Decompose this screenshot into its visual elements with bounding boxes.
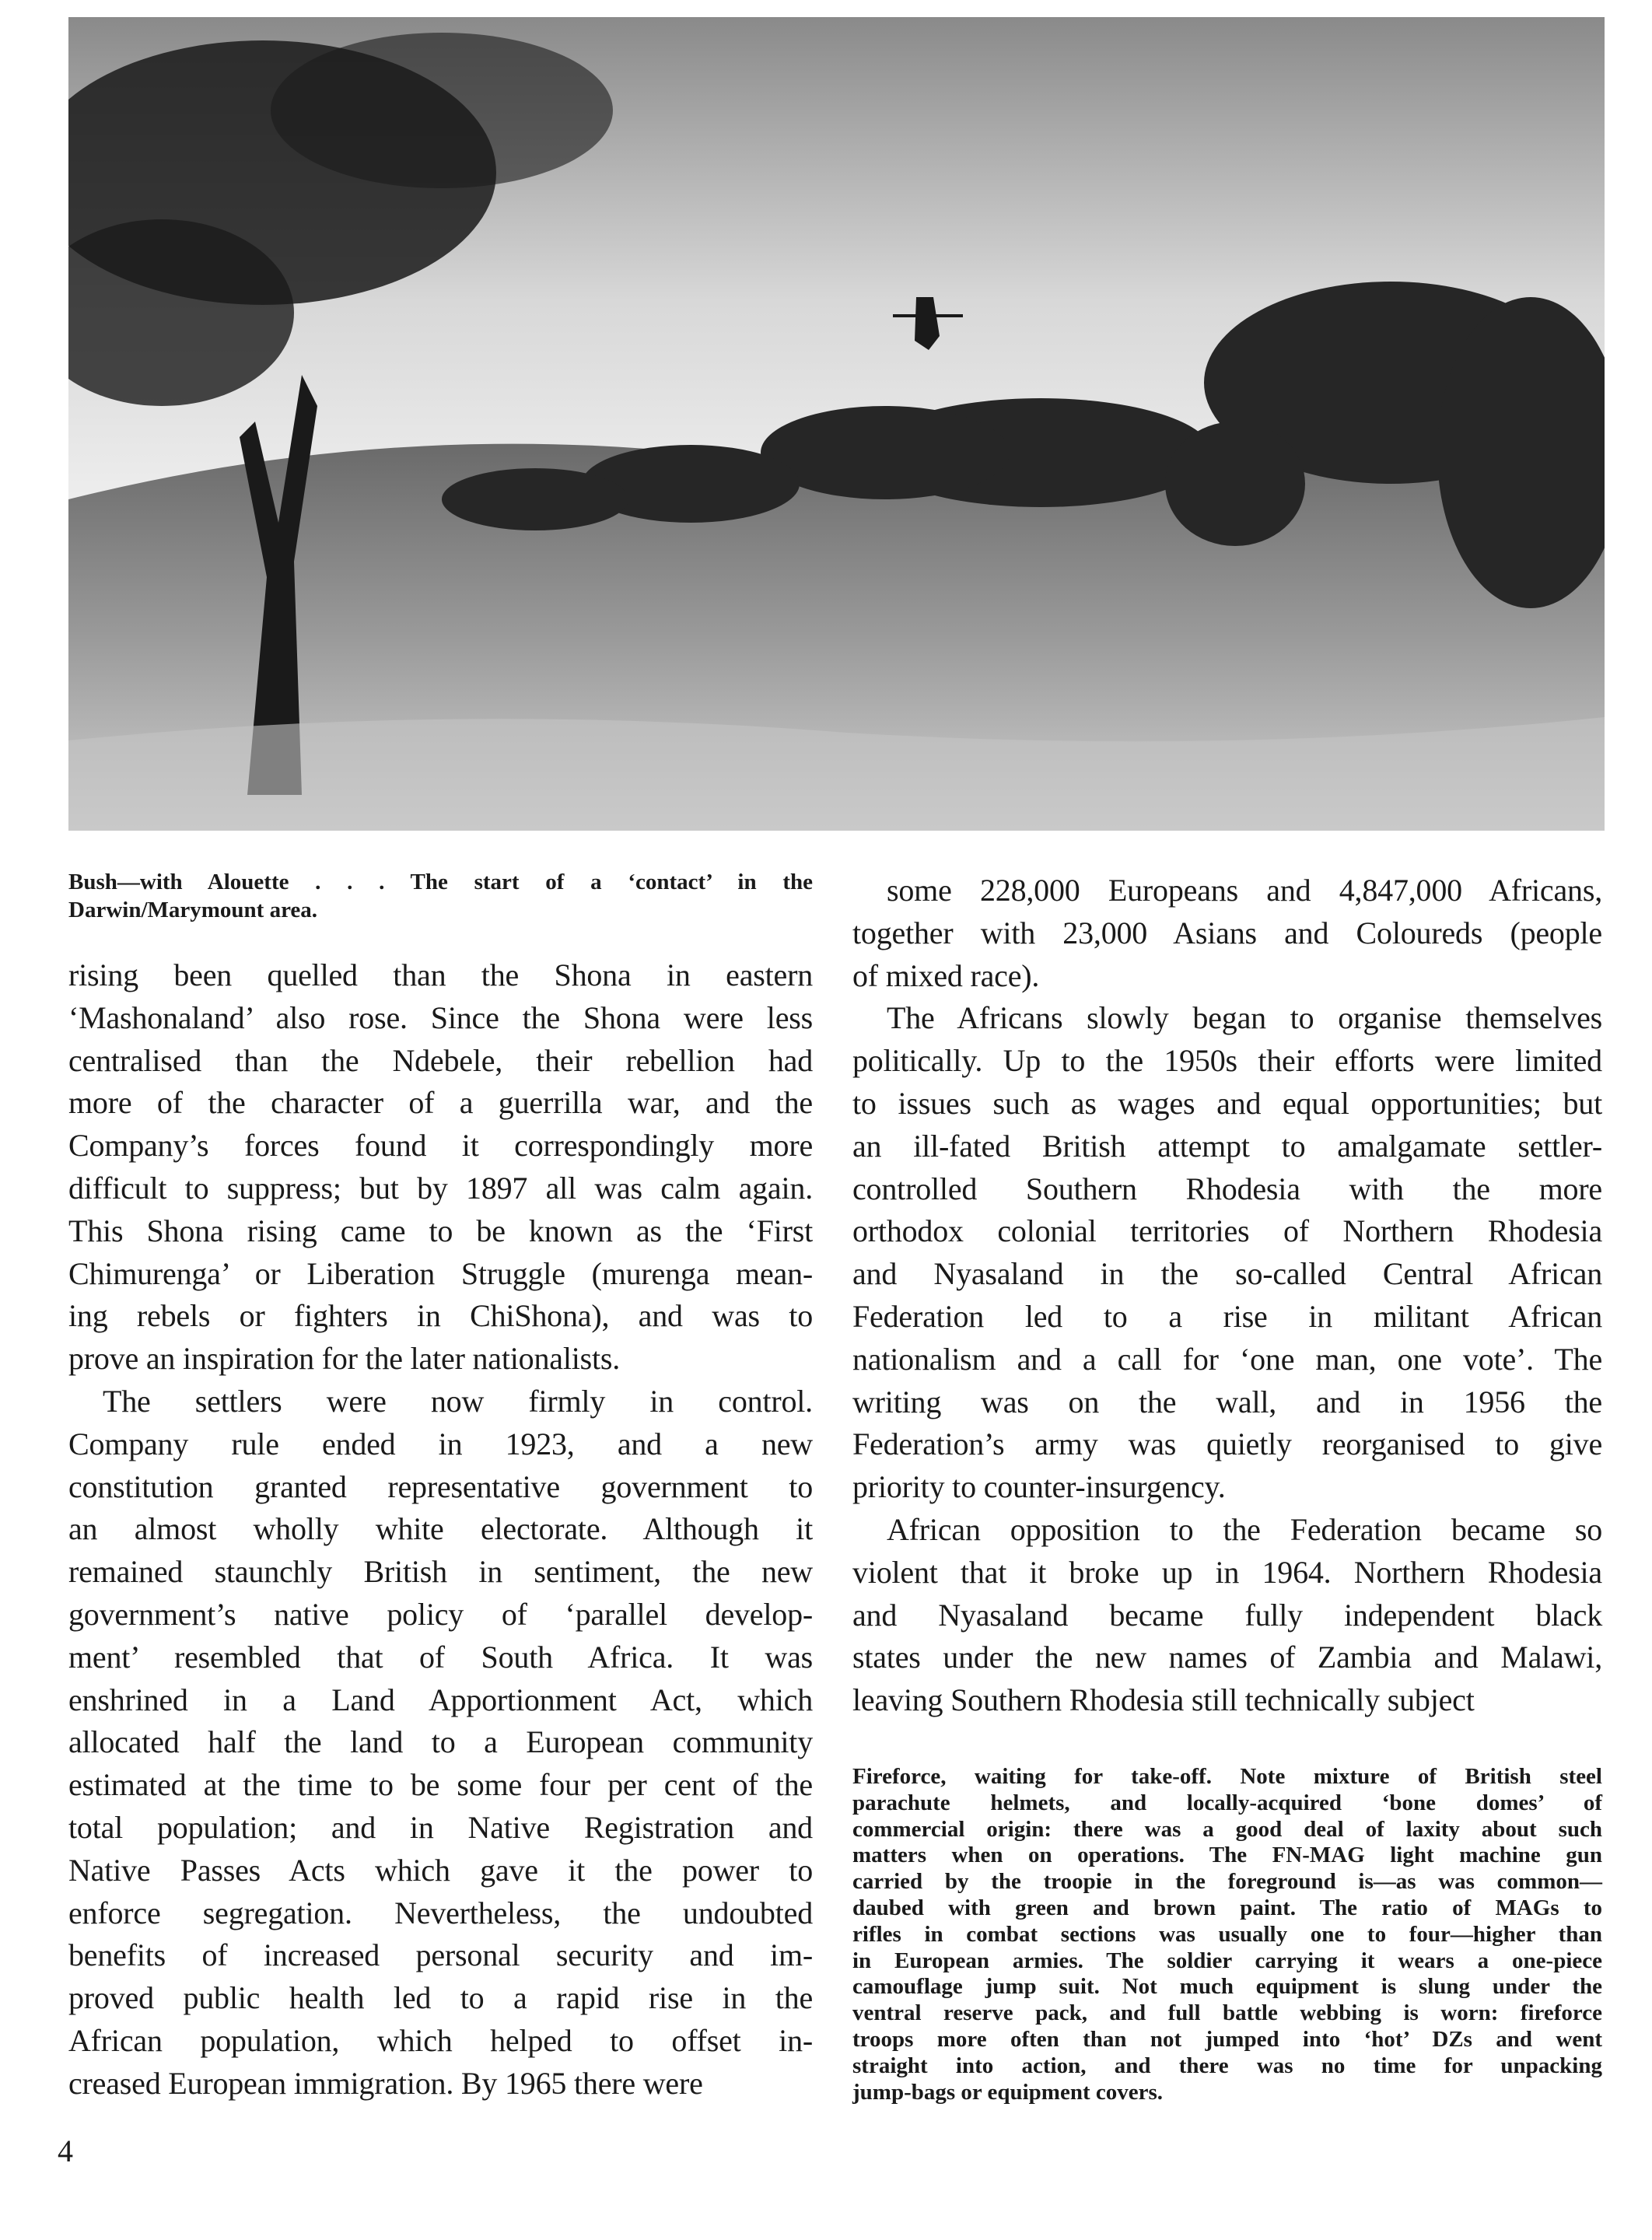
caption-line: matters when on operations. The FN-MAG light machine gun (852, 1843, 1602, 1868)
body-text-line: proved public health led to a rapid rise in the (68, 1980, 813, 2016)
page-number: 4 (58, 2133, 73, 2168)
body-text-line: Chimurenga’ or Liberation Struggle (murenga mean- (68, 1255, 813, 1291)
body-text-line: allocated half the land to a European community (68, 1724, 813, 1760)
body-text-line: Federation’s army was quietly reorganised to give (852, 1426, 1602, 1462)
body-text-line: benefits of increased personal security and im- (68, 1937, 813, 1973)
body-text-line: rising been quelled than the Shona in eastern (68, 957, 813, 992)
caption-line: straight into action, and there was no time for unpacking (852, 2053, 1602, 2078)
caption-line: jump-bags or equipment covers. (852, 2079, 1164, 2105)
body-text-line: enshrined in a Land Apportionment Act, which (68, 1682, 813, 1717)
body-text-line: to issues such as wages and equal opportunities; but (852, 1086, 1602, 1121)
caption-line: Bush—with Alouette . . . The start of a ‘contact’ in the (68, 870, 813, 894)
body-text-line: politically. Up to the 1950s their efforts were limited (852, 1043, 1602, 1079)
body-text-line: some 228,000 Europeans and 4,847,000 Africans, (887, 873, 1602, 908)
body-text-line: ‘Mashonaland’ also rose. Since the Shona were less (68, 999, 813, 1035)
body-text-line: Native Passes Acts which gave it the power to (68, 1852, 813, 1888)
body-text-line: estimated at the time to be some four per cent of the (68, 1767, 813, 1803)
body-text-line: and Nyasaland became fully independent black (852, 1597, 1602, 1633)
body-text-line: creased European immigration. By 1965 there were (68, 2065, 703, 2101)
caption-line: carried by the troopie in the foreground is—as was common— (852, 1869, 1602, 1895)
body-text-line: nationalism and a call for ‘one man, one vote’. The (852, 1341, 1602, 1377)
body-text-line: Company rule ended in 1923, and a new (68, 1426, 813, 1461)
body-text-line: controlled Southern Rhodesia with the more (852, 1171, 1602, 1206)
body-text-line: This Shona rising came to be known as the ‘First (68, 1213, 813, 1248)
body-text-line: Federation led to a rise in militant African (852, 1299, 1602, 1334)
caption-line: ventral reserve pack, and full battle webbing is worn: fireforce (852, 2000, 1602, 2026)
caption-line: daubed with green and brown paint. The ratio of MAGs to (852, 1895, 1602, 1920)
body-text-line: Company’s forces found it correspondingly more (68, 1128, 813, 1164)
body-text-line: centralised than the Ndebele, their rebellion had (68, 1042, 813, 1078)
caption-line: camouflage jump suit. Not much equipment is slung under the (852, 1974, 1602, 2000)
body-text-line: and Nyasaland in the so-called Central African (852, 1256, 1602, 1292)
body-text-line: remained staunchly British in sentiment, the new (68, 1554, 813, 1590)
body-text-line: The Africans slowly began to organise themselves (887, 1000, 1602, 1036)
caption-line: Fireforce, waiting for take-off. Note mixture of British steel (852, 1764, 1602, 1789)
body-text-line: priority to counter-insurgency. (852, 1469, 1226, 1505)
body-text-line: ment’ resembled that of South Africa. It was (68, 1639, 813, 1675)
caption-line: parachute helmets, and locally-acquired ‘bone domes’ of (852, 1790, 1602, 1815)
caption-line: in European armies. The soldier carrying it wears a one-piece (852, 1948, 1602, 1973)
body-text-line: leaving Southern Rhodesia still technically subject (852, 1682, 1475, 1718)
body-text-line: government’s native policy of ‘parallel develop- (68, 1597, 813, 1632)
body-text-line: African opposition to the Federation became so (887, 1512, 1602, 1547)
caption-line: rifles in combat sections was usually one to four—higher than (852, 1921, 1602, 1947)
body-text-line: more of the character of a guerrilla war, and the (68, 1085, 813, 1121)
body-text-line: orthodox colonial territories of Northern Rhodesia (852, 1213, 1602, 1249)
body-text-line: violent that it broke up in 1964. Northern Rhodesia (852, 1554, 1602, 1590)
body-text-line: difficult to suppress; but by 1897 all was calm again. (68, 1171, 813, 1206)
caption-line: troops more often than not jumped into ‘hot’ DZs and went (852, 2027, 1602, 2052)
body-text-line: African population, which helped to offset in- (68, 2023, 813, 2058)
bush-helicopter-photo (68, 17, 1605, 831)
body-text-line: writing was on the wall, and in 1956 the (852, 1384, 1602, 1419)
body-text-line: an almost wholly white electorate. Although it (68, 1511, 813, 1547)
body-text-line: ing rebels or fighters in ChiShona), and was to (68, 1298, 813, 1334)
body-text-line: prove an inspiration for the later nationalists. (68, 1341, 621, 1377)
caption-line: commercial origin: there was a good deal of laxity about such (852, 1816, 1602, 1842)
body-text-line: The settlers were now firmly in control. (103, 1384, 813, 1419)
body-text-line: together with 23,000 Asians and Coloureds (people (852, 915, 1602, 950)
body-text-line: constitution granted representative government to (68, 1468, 813, 1504)
body-text-line: enforce segregation. Nevertheless, the undoubted (68, 1895, 813, 1930)
caption-line: Darwin/Marymount area. (68, 898, 318, 922)
body-text-line: states under the new names of Zambia and Malawi, (852, 1640, 1602, 1675)
body-text-line: of mixed race). (852, 957, 1040, 993)
body-text-line: total population; and in Native Registration and (68, 1810, 813, 1845)
body-text-line: an ill-fated British attempt to amalgamate settler- (852, 1128, 1602, 1164)
